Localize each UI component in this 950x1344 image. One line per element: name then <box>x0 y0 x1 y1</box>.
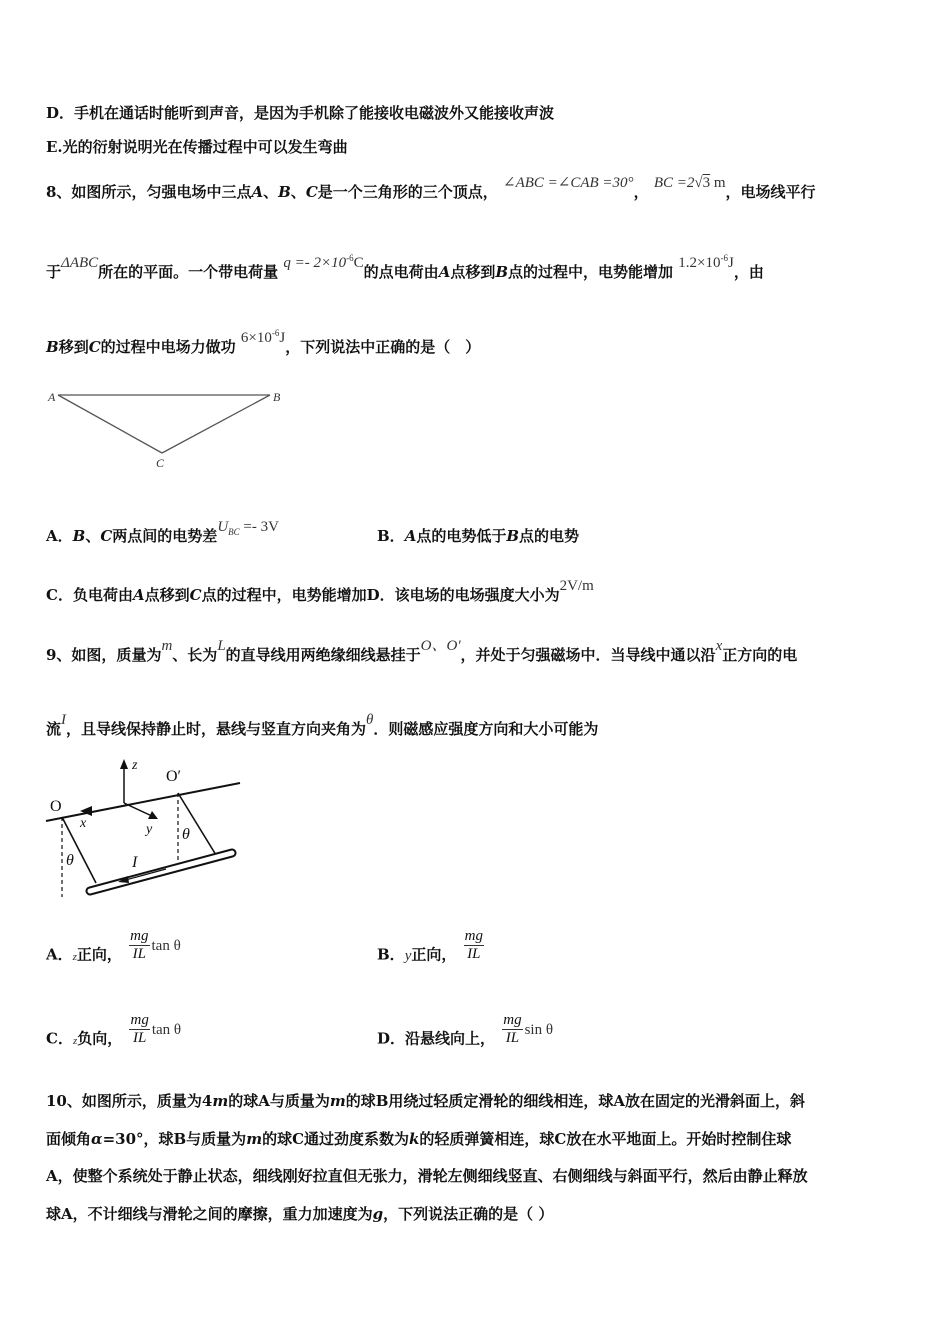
q7-option-e: E.光的衍射说明光在传播过程中可以发生弯曲 <box>46 138 348 156</box>
label-c: C <box>156 456 165 470</box>
q9-option-a: A．z正向， $\frac{mg}{IL}$ tan θ <box>46 928 181 964</box>
fraction-a: $\frac{mg}{IL}$ <box>130 928 149 962</box>
q9-stem-line2: 流I，且导线保持静止时，悬线与竖直方向夹角为θ．则磁感应强度方向和大小可能为 <box>46 712 599 738</box>
q8-option-a: A．B、C两点间的电势差$U_{BC} =- 3V$ <box>46 519 279 545</box>
work-formula: $6\times 10^{-6}J$ <box>240 328 286 346</box>
q8-stem-line2: 于ΔABC所在的平面。一个带电荷量 $q =- 2\times 10^{-6}C$的点电荷由A点移到B点的过程中，电势能增加 $1.2\times 10^{-6}J$，由 <box>46 253 764 281</box>
wire-rod-inner <box>90 853 232 891</box>
triangle-figure <box>44 385 294 475</box>
fraction-c: $\frac{mg}{IL}$ <box>130 1012 149 1046</box>
current-label: I <box>132 854 138 871</box>
wire-figure <box>44 755 244 905</box>
label-b: B <box>273 390 281 404</box>
ubc-formula: $U_{BC} =- 3V$ <box>217 519 279 537</box>
left-string <box>62 817 96 883</box>
op-label: O′ <box>166 768 182 785</box>
q9-stem-line1: 9、如图，质量为m、长为L的直导线用两绝缘细线悬挂于O、O'，并处于匀强磁场中．当导线中通以沿x正方向的电 <box>46 638 798 664</box>
q9-option-b: B．y正向， $\frac{mg}{IL}$ <box>377 928 483 964</box>
q10-stem-line3: A，使整个系统处于静止状态，细线刚好拉直但无张力，滑轮左侧细线竖直、右侧细线与斜面平行，然后由静止释放 <box>46 1167 808 1185</box>
charge-formula: $q =- 2\times 10^{-6}C$ <box>283 253 364 271</box>
triangle-formula: ΔABC <box>61 255 99 271</box>
top-bar <box>46 783 240 821</box>
y-axis <box>124 803 154 817</box>
z-label: z <box>132 758 138 773</box>
q9-option-c: C．z负向， $\frac{mg}{IL}$ tan θ <box>46 1012 182 1048</box>
q7-option-d: D．手机在通话时能听到声音，是因为手机除了能接收电磁波外又能接收声波 <box>46 104 555 122</box>
fraction-b: $\frac{mg}{IL}$ <box>464 928 483 962</box>
theta-right: θ <box>182 826 190 843</box>
label-a: A <box>48 390 56 404</box>
x-label: x <box>80 816 87 831</box>
q10-stem-line1: 10、如图所示，质量为4m的球A与质量为m的球B用绕过轻质定滑轮的细线相连，球A放在固定的光滑斜面上，斜 <box>46 1092 806 1110</box>
edge-bc <box>162 395 270 453</box>
angle-formula: ∠ABC =∠CAB =30° <box>503 175 634 191</box>
q10-stem-line2: 面倾角α=30°，球B与质量为m的球C通过劲度系数为k的轻质弹簧相连，球C放在水平地面上。开始时控制住球 <box>46 1130 792 1148</box>
o-label: O <box>50 798 62 815</box>
edge-ac <box>58 395 162 453</box>
bc-formula: BC =2√3 m <box>653 175 726 191</box>
q8-stem-line3: B移到C的过程中电场力做功 $6\times 10^{-6}J$，下列说法中正确的是（ ） <box>46 328 481 356</box>
q10-stem-line4: 球A，不计细线与滑轮之间的摩擦，重力加速度为g，下列说法正确的是（ ） <box>46 1205 554 1223</box>
q8-option-c-d: C．负电荷由A点移到C点的过程中，电势能增加D．该电场的电场强度大小为2V/m <box>46 578 594 604</box>
z-arrow <box>120 759 128 769</box>
theta-left: θ <box>66 852 74 869</box>
field-strength-value: 2V/m <box>559 578 594 594</box>
q9-option-d: D．沿悬线向上， $\frac{mg}{IL}$ sin θ <box>377 1012 554 1048</box>
y-label: y <box>146 822 153 837</box>
right-string <box>178 793 216 855</box>
energy-formula: $1.2\times 10^{-6}J$ <box>678 253 734 271</box>
fraction-d: $\frac{mg}{IL}$ <box>503 1012 522 1046</box>
q8-stem-line1: 8、如图所示，匀强电场中三点A、B、C是一个三角形的三个顶点， ∠ABC =∠CAB =30°， BC =2√3 m，电场线平行 <box>46 175 816 201</box>
q8-option-b: B．A点的电势低于B点的电势 <box>377 527 580 545</box>
